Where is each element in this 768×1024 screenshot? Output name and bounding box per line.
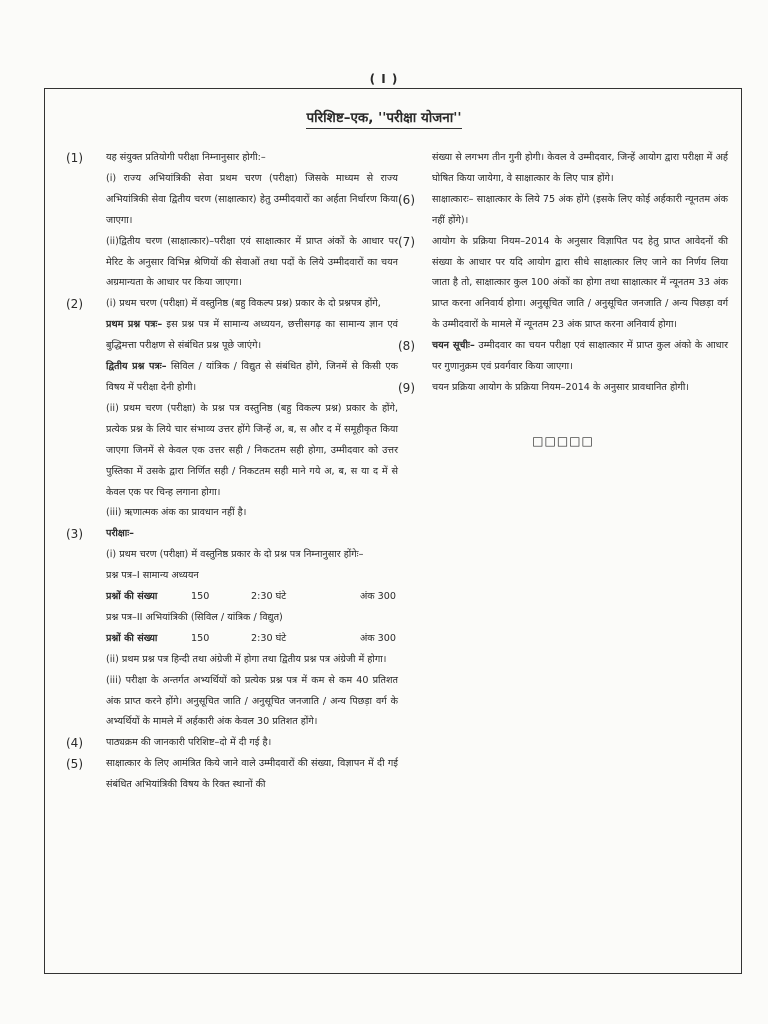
- page-number: ( I ): [369, 72, 399, 86]
- section-3-para-2: (ii) प्रथम प्रश्न पत्र हिन्दी तथा अंग्रेजी में होगा तथा द्वितीय प्रश्न पत्र अंग्रेजी में होगा।: [106, 653, 387, 665]
- section-2-para-2: [106, 315, 398, 357]
- section-9-text: चयन प्रक्रिया आयोग के प्रक्रिया नियम–2014 के अनुसार प्रावधानित होगी।: [432, 381, 690, 393]
- end-mark: □□□□□: [532, 433, 594, 448]
- marks: अंक 300: [359, 632, 396, 644]
- section-1-para-1: (i) राज्य अभियांत्रिकी सेवा प्रथम चरण (परीक्षा) जिसके माध्यम से राज्य अभियांत्रिकी सेवा द्वितीय चरण (साक्षात्कार) हेतु उम्मीदवारों का अर्हता निर्धारण किया जाएगा।: [106, 172, 398, 226]
- section-4: [66, 733, 398, 754]
- section-number: (8): [398, 339, 415, 354]
- duration: 2:30 घंटे: [251, 632, 287, 644]
- section-number: (1): [66, 151, 83, 165]
- section-number: (3): [66, 527, 83, 542]
- section-5-text: साक्षात्कार के लिए आमंत्रित किये जाने वाले उम्मीदवारों की संख्या, विज्ञापन में दी गई संबंधित अभियांत्रिकी विषय के रिक्त स्थानों की: [106, 758, 398, 791]
- section-number: (9): [398, 380, 415, 395]
- section-1-para-2: (ii)द्वितीय चरण (साक्षात्कार)–परीक्षा एवं साक्षात्कार में प्राप्त अंकों के आधार पर मेरिट के अनुसार विभिन्न श्रेणियों की सेवाओं तथा पदों के लिये उम्मीदवारों का चयन अग्रमान्यता के आधार पर किया जाएगा।: [106, 235, 398, 289]
- paper-2-details: [106, 629, 398, 650]
- question-count: 150: [191, 632, 210, 644]
- section-2-para-5: (iii) ऋणात्मक अंक का प्रावधान नहीं है।: [106, 507, 247, 519]
- section-number: (5): [66, 757, 83, 772]
- section-4-text: पाठ्यक्रम की जानकारी परिशिष्ट–दो में दी गई है।: [106, 737, 272, 749]
- section-3: [66, 524, 398, 733]
- section-1: [66, 148, 398, 294]
- section-9: [398, 378, 728, 399]
- paper-1-details: [106, 587, 398, 608]
- paper-2-title: प्रश्न पत्र–II अभियांत्रिकी (सिविल / यांत्रिक / विद्युत): [106, 611, 283, 623]
- right-column: [398, 148, 728, 452]
- document-title: [0, 108, 768, 126]
- section-6-text: साक्षात्कारः– साक्षात्कार के लिये 75 अंक होंगे (इसके लिए कोई अर्हकारी न्यूनतम अंक नहीं होंगे)।: [432, 193, 728, 226]
- section-2-para-3: [106, 357, 398, 399]
- document-title-text: परिशिष्ट–एक, ''परीक्षा योजना'': [306, 110, 461, 129]
- section-3-para-1: (i) प्रथम चरण (परीक्षा) में वस्तुनिष्ठ प्रकार के दो प्रश्न पत्र निम्नानुसार होंगेः–: [106, 549, 364, 561]
- section-number: (4): [66, 736, 83, 751]
- section-5-continuation: संख्या से लगभग तीन गुनी होगी। केवल वे उम्मीदवार, जिन्हें आयोग द्वारा परीक्षा में अर्ह घोषित किया जायेगा, वे साक्षात्कार के लिए पात्र होंगे।: [432, 152, 728, 184]
- section-5: [66, 754, 398, 796]
- left-column: [66, 148, 398, 796]
- section-7-text: आयोग के प्रक्रिया नियम–2014 के अनुसार विज्ञापित पद हेतु प्राप्त आवेदनों की संख्या के आधार पर यदि आयोग द्वारा सीधे साक्षात्कार लिए जाने का निर्णय लिया जाता है तो, साक्षात्कार कुल 100 अंकों का होगा तथा साक्षात्कार में न्यूनतम 33 अंक प्राप्त करना अनिवार्य होगा। अनुसूचित जाति / अनुसूचित जनजाति / अन्य पिछड़ा वर्ग के उम्मीदवारों के मामले में न्यूनतम 23 अंक प्राप्त करना अनिवार्य होगा।: [432, 235, 728, 331]
- second-paper-text: सिविल / यांत्रिक / विद्युत से संबंधित होंगे, जिनमें से किसी एक विषय में परीक्षा देनी होगी।: [106, 361, 399, 393]
- first-paper-text: इस प्रश्न पत्र में सामान्य अध्ययन, छत्तीसगढ़ का सामान्य ज्ञान एवं बुद्धिमत्ता परीक्षण से संबंधित प्रश्न पूछे जाएंगे।: [106, 319, 398, 352]
- duration: 2:30 घंटे: [251, 591, 287, 603]
- section-2: [66, 294, 398, 524]
- section-7: [398, 232, 728, 337]
- selection-list-text: उम्मीदवार का चयन परीक्षा एवं साक्षात्कार में प्राप्त कुल अंको के आधार पर गुणानुक्रम एवं प्रवर्गवार किया जाएगा।: [432, 340, 728, 373]
- second-paper-label: द्वितीय प्रश्न पत्रः–: [106, 361, 167, 373]
- section-1-intro: यह संयुक्त प्रतियोगी परीक्षा निम्नानुसार होगी:–: [106, 152, 266, 163]
- section-number: (7): [398, 234, 415, 249]
- exam-label: परीक्षाः–: [106, 528, 134, 540]
- marks: अंक 300: [359, 591, 396, 603]
- question-count: 150: [191, 591, 210, 603]
- first-paper-label: प्रथम प्रश्न पत्रः–: [106, 319, 163, 331]
- question-count-label: प्रश्नों की संख्या: [106, 591, 158, 603]
- section-2-para-1: (i) प्रथम चरण (परीक्षा) में वस्तुनिष्ठ (बहु विकल्प प्रश्न) प्रकार के दो प्रश्नपत्र होंगे,: [106, 298, 381, 310]
- section-number: (2): [66, 297, 83, 312]
- section-3-para-3: (iii) परीक्षा के अन्तर्गत अभ्यर्थियों को प्रत्येक प्रश्न पत्र में कम से कम 40 प्रतिशत अंक प्राप्त करने होंगे। अनुसूचित जाति / अनुसूचित जनजाति / अन्य पिछड़ा वर्ग के अभ्यर्थियों के मामले में अर्हकारी अंक केवल 30 प्रतिशत होंगे।: [106, 674, 398, 728]
- section-8-text: [432, 336, 728, 378]
- section-2-para-4: (ii) प्रथम चरण (परीक्षा) के प्रश्न पत्र वस्तुनिष्ठ (बहु विकल्प प्रश्न) प्रकार के होंगे, प्रत्येक प्रश्न के लिये चार संभाव्य उत्तर होंगे जिन्हें अ, ब, स और द में समूहीकृत किया जाएगा जिनमें से केवल एक उत्तर सही / निकटतम सही होगा, उम्मीदवार को उत्तर पुस्तिका में उसके द्वारा निर्णित सही / निकटतम सही माने गये अ, ब, स या द में से केवल एक पर चिन्ह लगाना होगा।: [106, 402, 398, 498]
- section-5-continued: [398, 148, 728, 190]
- question-count-label: प्रश्नों की संख्या: [106, 632, 158, 644]
- paper-1-title: प्रश्न पत्र–I सामान्य अध्ययन: [106, 570, 199, 582]
- section-6: [398, 190, 728, 232]
- section-8: [398, 336, 728, 378]
- section-number: (6): [398, 192, 415, 207]
- selection-list-label: चयन सूचीः–: [432, 340, 475, 352]
